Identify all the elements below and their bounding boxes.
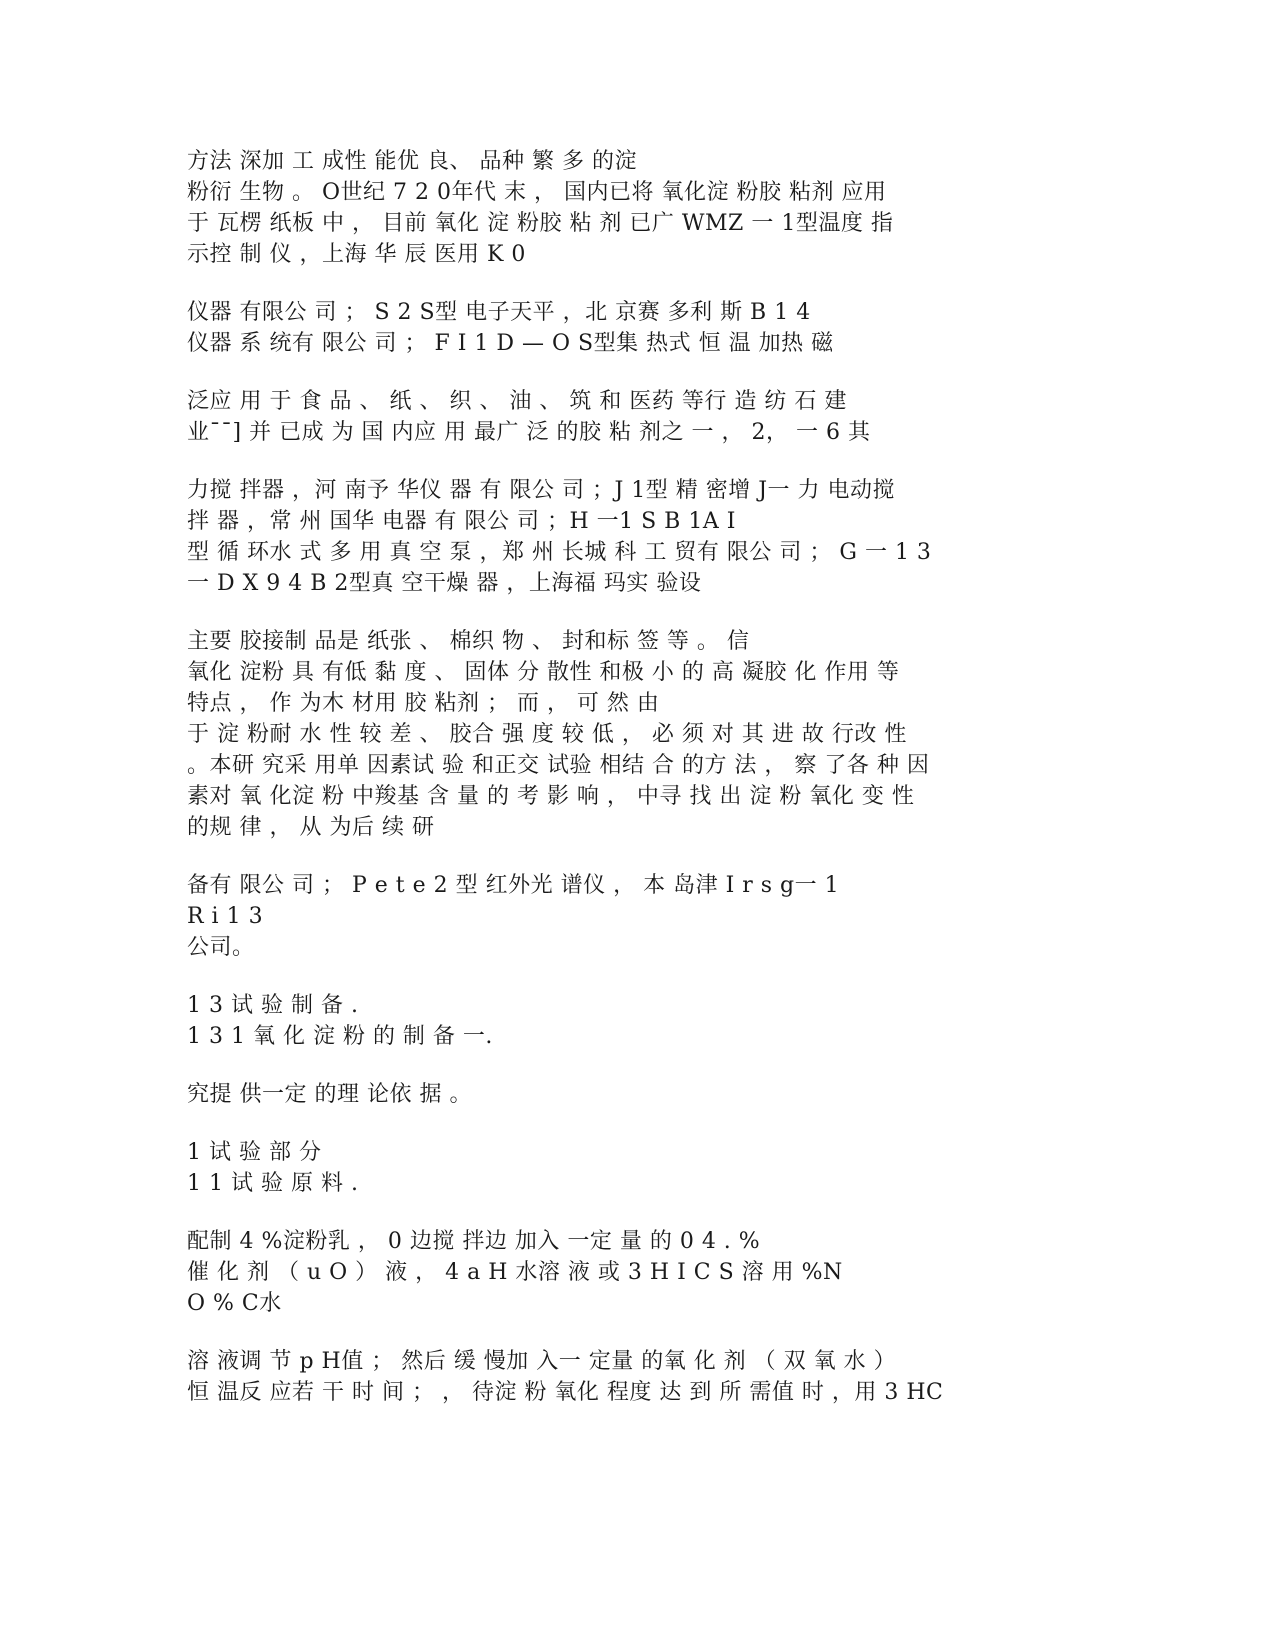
text-line: 主要 胶接制 品是 纸张 、 棉织 物 、 封和标 签 等 。 信 [187, 629, 750, 654]
text-line: 一 D X 9 4 B 2型真 空干燥 器 ，上海福 玛实 验设 [187, 571, 702, 596]
text-line: 恒 温反 应若 干 时 间 ； ， 待淀 粉 氧化 程度 达 到 所 需值 时 ，用 3 HC [187, 1380, 944, 1405]
text-line: 仪器 系 统有 限公 司 ； F I 1 D — O S型集 热式 恒 温 加热 磁 [187, 331, 834, 356]
text-line: 方法 深加 工 成性 能优 良、 品种 繁 多 的淀 [187, 149, 637, 174]
section-heading: 1 试 验 部 分 [187, 1140, 322, 1165]
text-line: 业¯¯] 并 已成 为 国 内应 用 最广 泛 的胶 粘 剂之 一 ， 2， 一 6 其 [187, 420, 871, 445]
text-line: 型 循 环水 式 多 用 真 空 泵 ，郑 州 长城 科 工 贸有 限公 司 ； G 一 1 3 [187, 540, 932, 565]
text-line: 拌 器 ，常 州 国华 电器 有 限公 司 ；H 一1 S B 1A I [187, 509, 736, 534]
text-line: 溶 液调 节 p H值 ； 然后 缓 慢加 入一 定量 的氧 化 剂 （ 双 氧 水 ） [187, 1349, 897, 1374]
text-line: 特点 ， 作 为木 材用 胶 粘剂 ； 而 ， 可 然 由 [187, 691, 660, 716]
text-line: 示控 制 仪 ，上海 华 辰 医用 K 0 [187, 242, 526, 267]
text-line: 于 瓦楞 纸板 中 ， 目前 氧化 淀 粉胶 粘 剂 已广 WMZ 一 1型温度 指 [187, 211, 894, 236]
section-heading: 1 1 试 验 原 料 . [187, 1171, 359, 1196]
text-line: R i 1 3 [187, 904, 264, 929]
section-heading: 1 3 1 氧 化 淀 粉 的 制 备 一. [187, 1024, 493, 1049]
text-line: 备有 限公 司 ； P e t e 2 型 红外光 谱仪 ， 本 岛津 I r s g一 1 [187, 873, 840, 898]
text-line: 的规 律 ， 从 为后 续 研 [187, 815, 435, 840]
text-line: 公司。 [187, 935, 255, 960]
text-line: 力搅 拌器 ，河 南予 华仪 器 有 限公 司 ；J 1型 精 密增 J一 力 电动搅 [187, 478, 896, 503]
text-line: 仪器 有限公 司 ； S 2 S型 电子天平 ，北 京赛 多利 斯 B 1 4 [187, 300, 811, 325]
text-line: 于 淀 粉耐 水 性 较 差 、 胶合 强 度 较 低 ， 必 须 对 其 进 故 行改 性 [187, 722, 907, 747]
text-line: O % C水 [187, 1291, 282, 1316]
text-line: 粉衍 生物 。 O世纪 7 2 0年代 末 ， 国内已将 氧化淀 粉胶 粘剂 应用 [187, 180, 887, 205]
text-line: 泛应 用 于 食 品 、 纸 、 织 、 油 、 筑 和 医药 等行 造 纺 石 建 [187, 389, 847, 414]
section-heading: 1 3 试 验 制 备 . [187, 993, 359, 1018]
document-page [187, 0, 1247, 1650]
text-line: 配制 4 %淀粉乳 ， 0 边搅 拌边 加入 一定 量 的 0 4 . % [187, 1229, 761, 1254]
text-line: 催 化 剂 （ u O ） 液 ， 4 a H 水溶 液 或 3 H I C S 溶 用 %N [187, 1260, 843, 1285]
text-line: 素对 氧 化淀 粉 中羧基 含 量 的 考 影 响 ， 中寻 找 出 淀 粉 氧化 变 性 [187, 784, 915, 809]
text-line: 究提 供一定 的理 论依 据 。 [187, 1082, 472, 1107]
text-line: 氧化 淀粉 具 有低 黏 度 、 固体 分 散性 和极 小 的 高 凝胶 化 作用 等 [187, 660, 900, 685]
text-line: 。本研 究采 用单 因素试 验 和正交 试验 相结 合 的方 法 ， 察 了各 种 因 [187, 753, 930, 778]
